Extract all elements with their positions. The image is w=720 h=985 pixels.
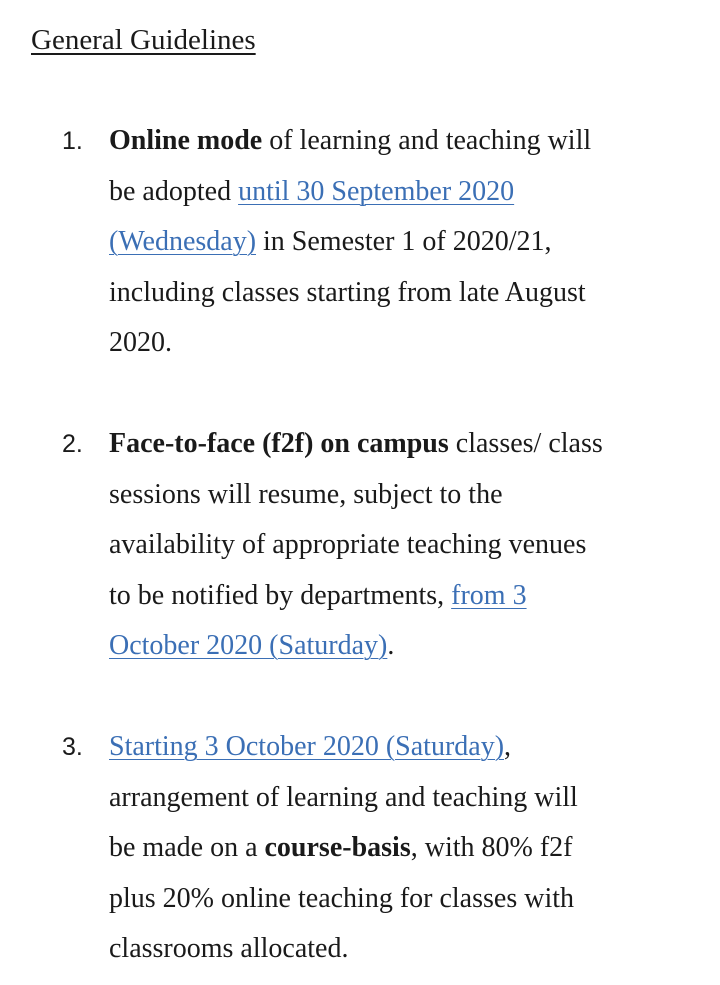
item-number: 3.	[62, 733, 83, 761]
text-run: of learning and teaching will	[262, 125, 592, 156]
date-link[interactable]: until 30 September 2020	[238, 175, 515, 207]
text-line	[109, 318, 709, 369]
text-run: sessions will resume, subject to the	[109, 478, 503, 510]
text-line	[109, 116, 709, 167]
item-text	[109, 419, 709, 672]
item-number: 2.	[62, 430, 83, 458]
text-line	[109, 621, 709, 672]
text-run: be adopted	[109, 175, 239, 207]
bold-term: Face-to-face (f2f) on campus	[109, 428, 449, 459]
item-number: 1.	[62, 127, 83, 155]
text-run: plus 20% online teaching for classes with	[109, 882, 575, 914]
text-line	[109, 773, 709, 824]
text-run: to be notified by departments,	[109, 579, 452, 611]
text-line	[109, 419, 709, 470]
text-line	[109, 571, 709, 622]
text-line	[109, 217, 709, 268]
text-run: 2020.	[109, 327, 172, 358]
text-line	[109, 722, 709, 773]
page-title: General Guidelines	[31, 24, 256, 56]
text-line	[109, 874, 709, 925]
bold-term: course-basis	[264, 832, 411, 863]
text-run: arrangement of learning and teaching will	[109, 781, 578, 813]
text-run: in Semester 1 of 2020/21,	[256, 226, 552, 257]
item-text	[109, 116, 709, 369]
text-run: , with 80% f2f	[410, 832, 573, 863]
text-line	[109, 167, 709, 218]
date-link[interactable]: Starting 3 October 2020 (Saturday)	[109, 731, 505, 762]
date-link[interactable]: from 3	[451, 579, 527, 611]
text-line	[109, 924, 709, 975]
date-link[interactable]: October 2020 (Saturday)	[109, 630, 388, 661]
text-run: classrooms allocated.	[109, 933, 349, 964]
text-line	[109, 823, 709, 874]
text-line	[109, 268, 709, 319]
item-text	[109, 722, 709, 975]
text-run: availability of appropriate teaching venues	[109, 529, 587, 560]
date-link[interactable]: (Wednesday)	[109, 226, 257, 257]
text-run: ,	[504, 731, 512, 762]
text-line	[109, 470, 709, 521]
bold-term: Online mode	[109, 125, 263, 156]
text-run: be made on a	[109, 832, 265, 863]
text-line	[109, 520, 709, 571]
text-run: including classes starting from late August	[109, 276, 586, 308]
text-run: .	[387, 630, 395, 661]
text-run: classes/ class	[448, 428, 603, 459]
